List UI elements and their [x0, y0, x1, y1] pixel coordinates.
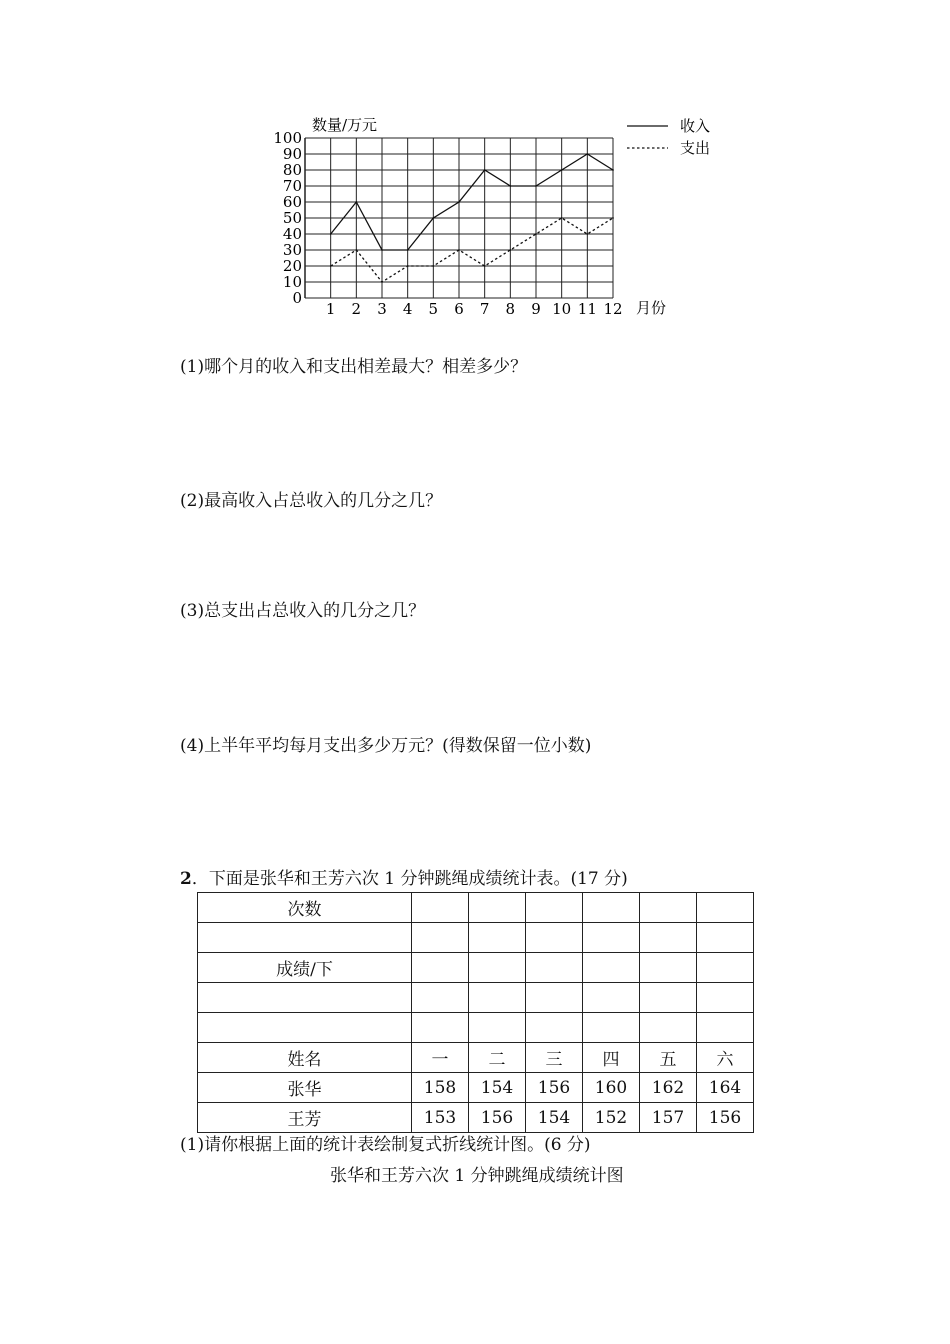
y-tick-label: 70 — [282, 177, 302, 195]
expense-point — [458, 249, 460, 251]
y-tick-label: 80 — [282, 161, 302, 179]
y-tick-label: 30 — [282, 241, 302, 259]
expense-point — [330, 265, 332, 267]
score-cell: 156 — [526, 1073, 583, 1103]
expense-point — [355, 249, 357, 251]
income-point — [612, 169, 614, 171]
y-tick-labels — [273, 129, 302, 307]
expense-point — [561, 217, 563, 219]
table-row — [198, 1043, 754, 1073]
question-3: (3)总支出占总收入的几分之几？ — [180, 601, 426, 621]
score-cell: 154 — [526, 1103, 583, 1133]
y-tick-label: 40 — [282, 225, 302, 243]
score-cell: 164 — [697, 1073, 754, 1103]
score-cell: 158 — [412, 1073, 469, 1103]
y-axis-label: 数量/万元 — [312, 116, 378, 134]
y-tick-label: 60 — [282, 193, 302, 211]
x-tick-label: 1 — [325, 300, 336, 318]
y-tick-label: 10 — [282, 273, 302, 291]
income-point — [509, 185, 511, 187]
x-tick-label: 8 — [505, 300, 516, 318]
score-cell: 156 — [697, 1103, 754, 1133]
column-header: 四 — [583, 1043, 640, 1073]
score-cell: 153 — [412, 1103, 469, 1133]
expense-point — [484, 265, 486, 267]
question-4: (4)上半年平均每月支出多少万元？(得数保留一位小数) — [180, 736, 592, 756]
income-point — [432, 217, 434, 219]
expense-point — [612, 217, 614, 219]
column-header: 一 — [412, 1043, 469, 1073]
x-tick-label: 10 — [552, 300, 572, 318]
income-point — [458, 201, 460, 203]
table-row — [198, 983, 754, 1013]
table-row — [198, 1073, 754, 1103]
x-tick-label: 3 — [377, 300, 387, 318]
expense-point — [432, 265, 434, 267]
income-expense-line-chart — [260, 108, 730, 320]
score-cell: 156 — [469, 1103, 526, 1133]
problem-2-number: 2 — [180, 869, 192, 889]
expense-point — [586, 233, 588, 235]
legend-expense-label: 支出 — [680, 139, 711, 157]
expense-point — [509, 249, 511, 251]
table-row — [198, 1013, 754, 1043]
y-tick-label: 0 — [292, 289, 302, 307]
income-point — [535, 185, 537, 187]
question-2: (2)最高收入占总收入的几分之几？ — [180, 491, 443, 511]
income-point — [484, 169, 486, 171]
header-score-cell: 成绩/下 — [198, 953, 412, 983]
chart-title: 张华和王芳六次 1 分钟跳绳成绩统计图 — [330, 1166, 624, 1186]
y-tick-label: 100 — [273, 129, 302, 147]
jump-rope-score-table — [197, 892, 754, 1133]
x-axis-label: 月份 — [636, 299, 667, 317]
row-name-cell: 张华 — [198, 1073, 412, 1103]
y-tick-label: 90 — [282, 145, 302, 163]
chart-legend — [627, 117, 710, 157]
score-cell: 157 — [640, 1103, 697, 1133]
expense-point — [381, 281, 383, 283]
x-tick-label: 12 — [603, 300, 623, 318]
x-tick-label: 11 — [577, 300, 597, 318]
table-row — [198, 953, 754, 983]
x-tick-labels — [326, 300, 623, 318]
name-header-cell: 姓名 — [198, 1043, 412, 1073]
income-point — [355, 201, 357, 203]
header-count-cell: 次数 — [198, 893, 412, 923]
expense-point — [535, 233, 537, 235]
x-tick-label: 6 — [454, 300, 464, 318]
income-point — [407, 249, 409, 251]
question-1: (1)哪个月的收入和支出相差最大？相差多少？ — [180, 357, 528, 377]
problem-2-text: ．下面是张华和王芳六次 1 分钟跳绳成绩统计表。(17 分) — [191, 869, 628, 889]
row-name-cell: 王芳 — [198, 1103, 412, 1133]
income-point — [330, 233, 332, 235]
income-point — [381, 249, 383, 251]
score-cell: 152 — [583, 1103, 640, 1133]
score-cell: 160 — [583, 1073, 640, 1103]
x-tick-label: 4 — [402, 300, 413, 318]
chart-grid — [305, 138, 613, 298]
table-row — [198, 923, 754, 953]
table-row — [198, 893, 754, 923]
income-point — [586, 153, 588, 155]
x-tick-label: 2 — [351, 300, 362, 318]
income-point — [561, 169, 563, 171]
y-tick-label: 20 — [282, 257, 302, 275]
problem-2-heading — [180, 864, 628, 889]
x-tick-label: 7 — [479, 300, 490, 318]
sub-question-1: (1)请你根据上面的统计表绘制复式折线统计图。(6 分) — [180, 1135, 591, 1155]
legend-income-label: 收入 — [680, 117, 711, 135]
x-tick-label: 5 — [428, 300, 439, 318]
table-row — [198, 1103, 754, 1133]
score-cell: 162 — [640, 1073, 697, 1103]
column-header: 六 — [697, 1043, 754, 1073]
x-tick-label: 9 — [531, 300, 541, 318]
column-header: 二 — [469, 1043, 526, 1073]
expense-point — [407, 265, 409, 267]
column-header: 五 — [640, 1043, 697, 1073]
column-header: 三 — [526, 1043, 583, 1073]
y-tick-label: 50 — [282, 209, 302, 227]
score-cell: 154 — [469, 1073, 526, 1103]
